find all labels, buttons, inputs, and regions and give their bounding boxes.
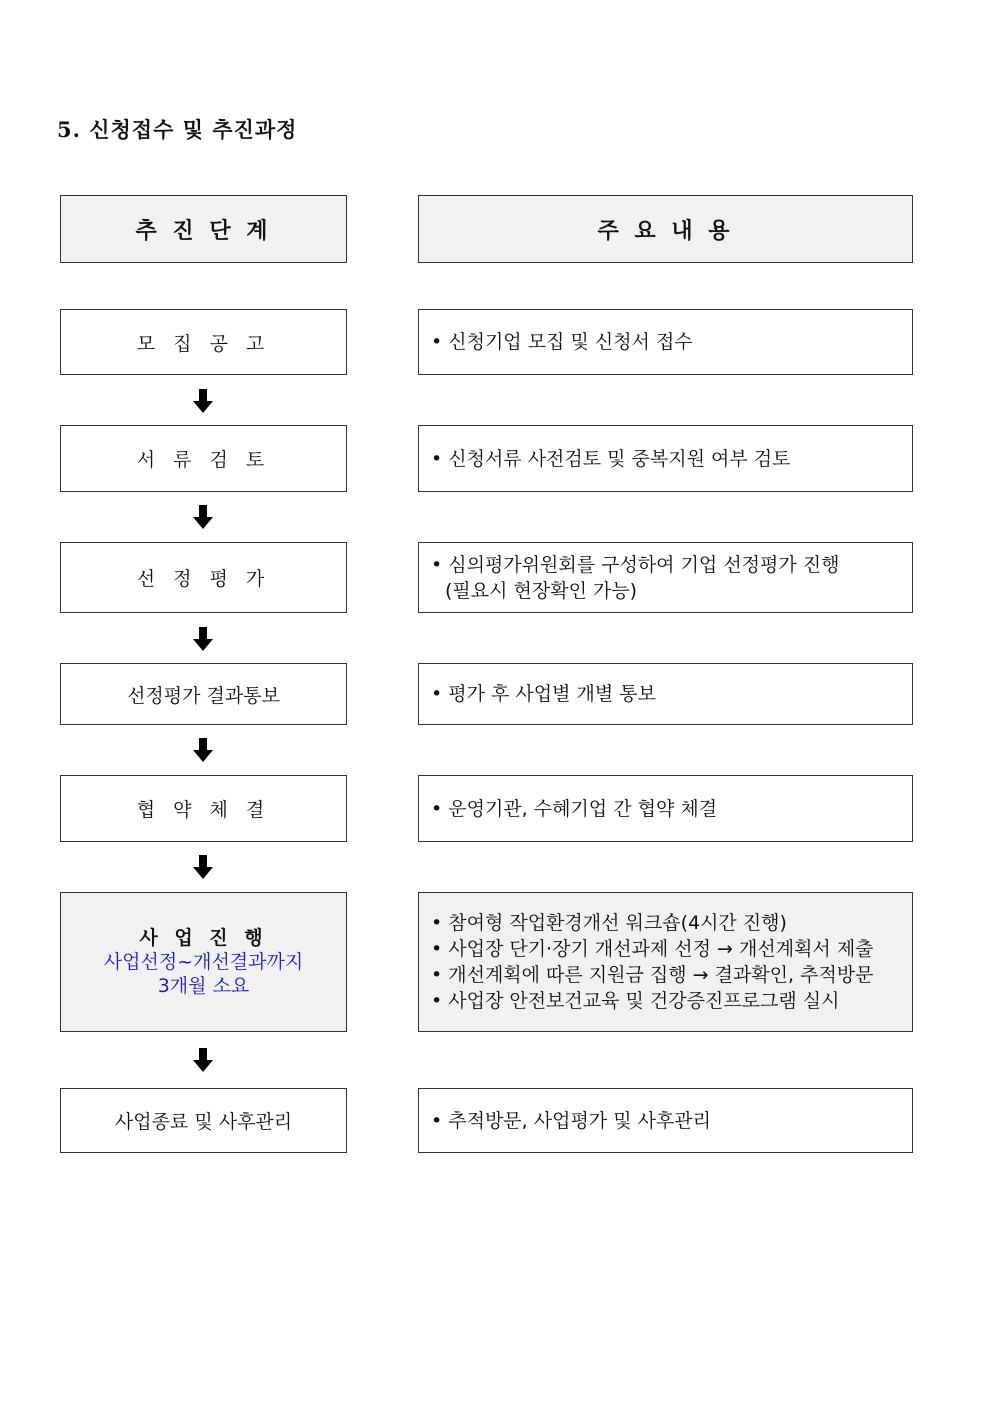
step-project-progress [60, 892, 347, 1032]
step-document-review: 서 류 검 토 [60, 425, 347, 492]
content-project-progress [418, 892, 913, 1032]
content-line: • 사업장 단기·장기 개선과제 선정 → 개선계획서 제출 [431, 938, 874, 960]
content-document-review [418, 425, 913, 492]
step-selection-evaluation: 선 정 평 가 [60, 542, 347, 613]
content-line: • 평가 후 사업별 개별 통보 [431, 683, 656, 705]
content-agreement [418, 775, 913, 842]
down-arrow-icon [192, 627, 214, 651]
header-content: 주 요 내 용 [418, 195, 913, 263]
content-line: • 심의평가위원회를 구성하여 기업 선정평가 진행 [431, 553, 840, 576]
step-agreement: 협 약 체 결 [60, 775, 347, 842]
content-line: • 운영기관, 수혜기업 간 협약 체결 [431, 797, 718, 820]
step-result-notice: 선정평가 결과통보 [60, 663, 347, 725]
down-arrow-icon [192, 505, 214, 529]
content-line: (필요시 현장확인 가능) [445, 579, 638, 602]
content-line: • 신청기업 모집 및 신청서 접수 [431, 331, 693, 353]
page-title: 5. 신청접수 및 추진과정 [57, 117, 298, 142]
content-line: • 사업장 안전보건교육 및 건강증진프로그램 실시 [431, 990, 840, 1012]
down-arrow-icon [192, 389, 214, 413]
step-label: 사 업 진 행 [139, 927, 268, 949]
content-completion [418, 1088, 913, 1153]
header-stage: 추 진 단 계 [60, 195, 347, 263]
step-sublabel: 3개월 소요 [157, 975, 250, 997]
content-result-notice [418, 663, 913, 725]
down-arrow-icon [192, 855, 214, 879]
content-line: • 개선계획에 따른 지원금 집행 → 결과확인, 추적방문 [431, 964, 874, 986]
step-recruitment: 모 집 공 고 [60, 309, 347, 375]
content-recruitment [418, 309, 913, 375]
content-selection-evaluation [418, 542, 913, 613]
down-arrow-icon [192, 1048, 214, 1072]
content-line: • 신청서류 사전검토 및 중복지원 여부 검토 [431, 447, 791, 470]
content-line: • 추적방문, 사업평가 및 사후관리 [431, 1109, 712, 1132]
content-line: • 참여형 작업환경개선 워크숍(4시간 진행) [431, 912, 787, 934]
step-completion: 사업종료 및 사후관리 [60, 1088, 347, 1153]
step-sublabel: 사업선정~개선결과까지 [103, 951, 304, 973]
down-arrow-icon [192, 738, 214, 762]
